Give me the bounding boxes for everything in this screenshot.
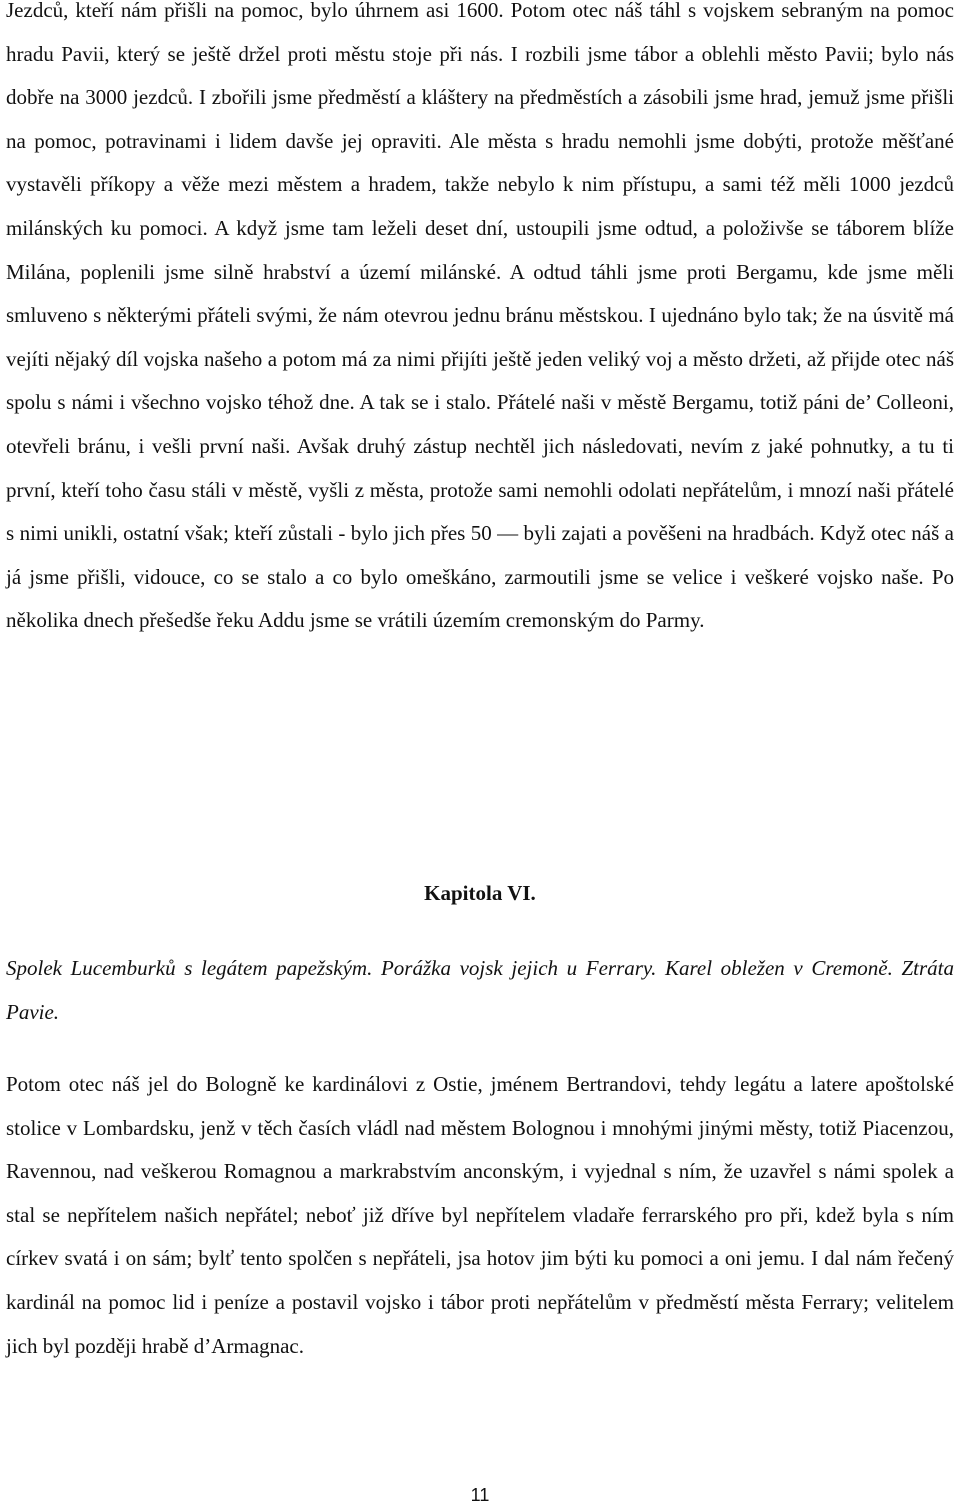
chapter-heading: Kapitola VI. xyxy=(424,881,536,905)
chapter-subtitle: Spolek Lucemburků s legátem papežským. Porážka vojsk jejich u Ferrary. Karel obležen v Cremoně. Ztráta Pavie. xyxy=(6,956,954,1024)
body-paragraph-1: Jezdců, kteří nám přišli na pomoc, bylo úhrnem asi 1600. Potom otec náš táhl s vojskem sebraným na pomoc hradu Pavii, který se ještě držel proti městu stoje při nás. I rozbili jsme tábor a oblehli město Pavii; bylo nás dobře na 3000 jezdců. I zbořili jsme předměstí a kláštery na předměstích a zásobili jsme hrad, jemuž jsme přišli na pomoc, potravinami i lidem davše jej opraviti. Ale města s hradu nemohli jsme dobýti, protože měšťané vystavěli příkopy a věže mezi městem a hradem, takže nebylo k nim přístupu, a sami též měli 1000 jezdců milánských ku pomoci. A když jsme tam leželi deset dní, ustoupili jsme odtud, a položivše se táborem blíže Milána, poplenili jsme silně hrabství a území milánské. A odtud táhli jsme proti Bergamu, kde jsme měli smluveno s některými přáteli svými, že nám otevrou jednu bránu městskou. I ujednáno bylo tak; že na úsvitě má vejíti nějaký díl vojska našeho a potom má za nimi přijíti ještě jeden veliký voj a město držeti, až přijde otec náš spolu s námi i všechno vojsko téhož dne. A tak se i stalo. Přátelé naši v městě Bergamu, totiž páni de’ Colleoni, otevřeli bránu, i vešli první naši. Avšak druhý zástup nechtěl jich následovati, nevím z jaké pohnutky, a tu ti první, kteří toho času stáli v městě, vyšli z města, protože sami nemohli odolati nepřátelům, i mnozí naši přátelé s nimi unikli, ostatní však; kteří zůstali - bylo jich přes 50 — byli zajati a pověšeni na hradbách. Když otec náš a já jsme přišli, vidouce, co se stalo a co bylo omeškáno, zarmoutili jsme se velice i veškeré vojsko naše. Po několika dnech přešedše řeku Addu jsme se vrátili územím cremonským do Parmy. xyxy=(6,0,954,633)
page-number: 11 xyxy=(470,1485,490,1505)
document-page xyxy=(6,0,954,1358)
body-paragraph-2: Potom otec náš jel do Bologně ke kardinálovi z Ostie, jménem Bertrandovi, tehdy legátu a latere apoštolské stolice v Lombardsku, jenž v těch časích vládl nad městem Bolognou i mnohými jinými městy, totiž Piacenzou, Ravennou, nad veškerou Romagnou a markrabstvím anconským, i vyjednal s ním, že uzavřel s námi spolek a stal se nepřítelem našich nepřátel; neboť již dříve byl nepřítelem vladaře ferrarského pro při, kdež byla s ním církev svatá i on sám; bylť tento spolčen s nepřáteli, jsa hotov jim býti ku pomoci a oni jemu. I dal nám řečený kardinál na pomoc lid i peníze a postavil vojsko i tábor proti nepřátelům v předměstí města Ferrary; velitelem jich byl později hrabě d’Armagnac. xyxy=(6,1072,954,1358)
